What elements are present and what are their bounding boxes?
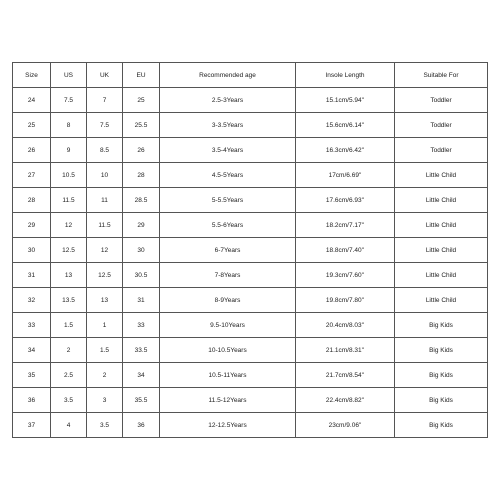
- size-chart-table: [12, 62, 488, 438]
- cell-size: 35: [13, 363, 51, 388]
- cell-recommended-age: 3-3.5Years: [160, 113, 296, 138]
- cell-insole-length: 17.6cm/6.93'': [296, 188, 395, 213]
- cell-eu: 28: [123, 163, 160, 188]
- cell-uk: 1.5: [87, 338, 123, 363]
- cell-recommended-age: 4.5-5Years: [160, 163, 296, 188]
- cell-us: 13: [51, 263, 87, 288]
- header-suitable-for: Suitable For: [395, 63, 488, 88]
- cell-insole-length: 21.1cm/8.31'': [296, 338, 395, 363]
- cell-suitable-for: Toddler: [395, 138, 488, 163]
- cell-size: 27: [13, 163, 51, 188]
- cell-eu: 29: [123, 213, 160, 238]
- cell-eu: 26: [123, 138, 160, 163]
- cell-size: 31: [13, 263, 51, 288]
- cell-uk: 8.5: [87, 138, 123, 163]
- cell-recommended-age: 10-10.5Years: [160, 338, 296, 363]
- cell-insole-length: 19.8cm/7.80'': [296, 288, 395, 313]
- cell-us: 10.5: [51, 163, 87, 188]
- cell-us: 9: [51, 138, 87, 163]
- cell-suitable-for: Little Child: [395, 263, 488, 288]
- cell-recommended-age: 12-12.5Years: [160, 413, 296, 438]
- header-row: [13, 63, 488, 88]
- cell-suitable-for: Big Kids: [395, 363, 488, 388]
- cell-us: 7.5: [51, 88, 87, 113]
- cell-recommended-age: 8-9Years: [160, 288, 296, 313]
- cell-us: 2: [51, 338, 87, 363]
- cell-us: 13.5: [51, 288, 87, 313]
- header-uk: UK: [87, 63, 123, 88]
- cell-uk: 10: [87, 163, 123, 188]
- cell-uk: 11: [87, 188, 123, 213]
- cell-recommended-age: 7-8Years: [160, 263, 296, 288]
- cell-size: 33: [13, 313, 51, 338]
- cell-uk: 7: [87, 88, 123, 113]
- cell-size: 24: [13, 88, 51, 113]
- table-row: [13, 313, 488, 338]
- cell-uk: 12: [87, 238, 123, 263]
- cell-recommended-age: 3.5-4Years: [160, 138, 296, 163]
- table-row: [13, 288, 488, 313]
- cell-uk: 11.5: [87, 213, 123, 238]
- cell-suitable-for: Big Kids: [395, 313, 488, 338]
- cell-eu: 33.5: [123, 338, 160, 363]
- cell-suitable-for: Big Kids: [395, 388, 488, 413]
- cell-insole-length: 22.4cm/8.82'': [296, 388, 395, 413]
- cell-insole-length: 17cm/6.69'': [296, 163, 395, 188]
- cell-suitable-for: Little Child: [395, 288, 488, 313]
- cell-eu: 28.5: [123, 188, 160, 213]
- cell-uk: 3.5: [87, 413, 123, 438]
- table-row: [13, 263, 488, 288]
- cell-eu: 30.5: [123, 263, 160, 288]
- cell-insole-length: 18.8cm/7.40'': [296, 238, 395, 263]
- table-row: [13, 138, 488, 163]
- header-insole-length: Insole Length: [296, 63, 395, 88]
- cell-recommended-age: 9.5-10Years: [160, 313, 296, 338]
- cell-size: 37: [13, 413, 51, 438]
- cell-recommended-age: 5-5.5Years: [160, 188, 296, 213]
- cell-size: 36: [13, 388, 51, 413]
- table-row: [13, 163, 488, 188]
- cell-eu: 31: [123, 288, 160, 313]
- cell-insole-length: 16.3cm/6.42'': [296, 138, 395, 163]
- cell-recommended-age: 2.5-3Years: [160, 88, 296, 113]
- cell-uk: 12.5: [87, 263, 123, 288]
- cell-suitable-for: Little Child: [395, 163, 488, 188]
- cell-eu: 25: [123, 88, 160, 113]
- cell-suitable-for: Big Kids: [395, 413, 488, 438]
- cell-us: 8: [51, 113, 87, 138]
- table-row: [13, 88, 488, 113]
- cell-us: 12: [51, 213, 87, 238]
- cell-size: 30: [13, 238, 51, 263]
- cell-uk: 13: [87, 288, 123, 313]
- size-chart-header: [13, 63, 488, 88]
- cell-uk: 7.5: [87, 113, 123, 138]
- cell-eu: 33: [123, 313, 160, 338]
- table-row: [13, 188, 488, 213]
- cell-size: 34: [13, 338, 51, 363]
- cell-us: 2.5: [51, 363, 87, 388]
- cell-suitable-for: Little Child: [395, 238, 488, 263]
- cell-insole-length: 15.6cm/6.14'': [296, 113, 395, 138]
- cell-eu: 35.5: [123, 388, 160, 413]
- cell-size: 29: [13, 213, 51, 238]
- cell-size: 28: [13, 188, 51, 213]
- table-row: [13, 413, 488, 438]
- cell-eu: 36: [123, 413, 160, 438]
- header-recommended-age: Recommended age: [160, 63, 296, 88]
- cell-suitable-for: Toddler: [395, 88, 488, 113]
- table-row: [13, 238, 488, 263]
- cell-insole-length: 20.4cm/8.03'': [296, 313, 395, 338]
- cell-insole-length: 23cm/9.06'': [296, 413, 395, 438]
- cell-suitable-for: Little Child: [395, 213, 488, 238]
- cell-size: 32: [13, 288, 51, 313]
- cell-insole-length: 18.2cm/7.17'': [296, 213, 395, 238]
- table-row: [13, 338, 488, 363]
- table-row: [13, 363, 488, 388]
- cell-us: 12.5: [51, 238, 87, 263]
- cell-us: 3.5: [51, 388, 87, 413]
- cell-uk: 1: [87, 313, 123, 338]
- cell-recommended-age: 5.5-6Years: [160, 213, 296, 238]
- cell-us: 1.5: [51, 313, 87, 338]
- cell-recommended-age: 10.5-11Years: [160, 363, 296, 388]
- cell-insole-length: 21.7cm/8.54'': [296, 363, 395, 388]
- header-eu: EU: [123, 63, 160, 88]
- table-row: [13, 388, 488, 413]
- header-size: Size: [13, 63, 51, 88]
- cell-recommended-age: 11.5-12Years: [160, 388, 296, 413]
- cell-us: 4: [51, 413, 87, 438]
- cell-eu: 34: [123, 363, 160, 388]
- header-us: US: [51, 63, 87, 88]
- cell-us: 11.5: [51, 188, 87, 213]
- cell-insole-length: 19.3cm/7.60'': [296, 263, 395, 288]
- cell-suitable-for: Big Kids: [395, 338, 488, 363]
- table-row: [13, 213, 488, 238]
- cell-size: 26: [13, 138, 51, 163]
- cell-uk: 2: [87, 363, 123, 388]
- cell-suitable-for: Toddler: [395, 113, 488, 138]
- table-row: [13, 113, 488, 138]
- cell-insole-length: 15.1cm/5.94'': [296, 88, 395, 113]
- cell-eu: 25.5: [123, 113, 160, 138]
- cell-recommended-age: 6-7Years: [160, 238, 296, 263]
- cell-suitable-for: Little Child: [395, 188, 488, 213]
- cell-uk: 3: [87, 388, 123, 413]
- size-chart-body: [13, 88, 488, 438]
- cell-eu: 30: [123, 238, 160, 263]
- cell-size: 25: [13, 113, 51, 138]
